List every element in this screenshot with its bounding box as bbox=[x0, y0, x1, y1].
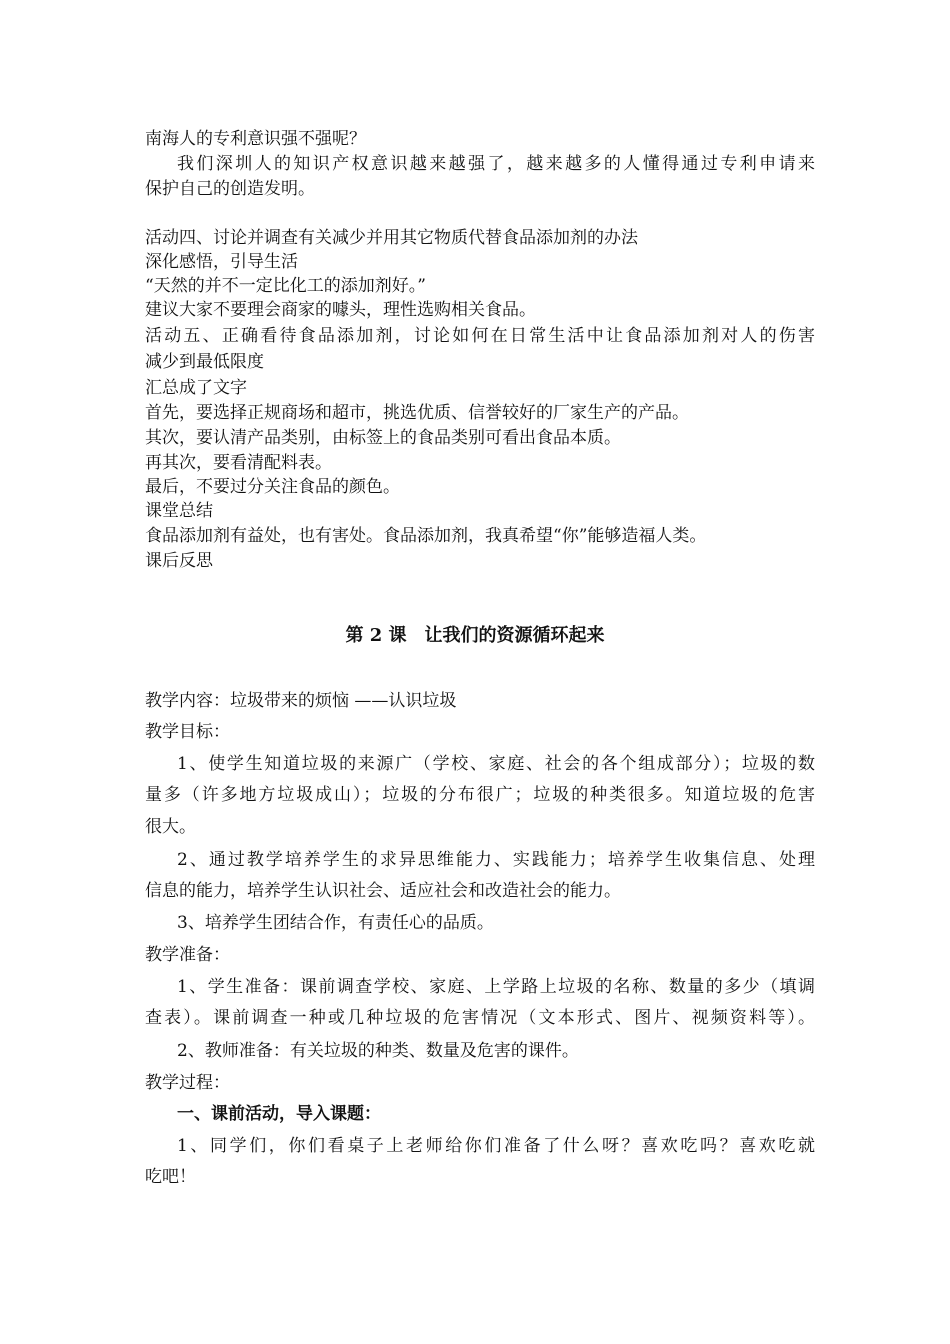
text-line: 课堂总结 bbox=[145, 501, 213, 521]
text-line: 我们深圳人的知识产权意识越来越强了，越来越多的人懂得通过专利申请来 bbox=[177, 154, 815, 174]
text-line: 2、教师准备：有关垃圾的种类、数量及危害的课件。 bbox=[177, 1041, 579, 1061]
text-line: 3、培养学生团结合作，有责任心的品质。 bbox=[177, 913, 494, 933]
lesson-title: 第 2 课 让我们的资源循环起来 bbox=[345, 625, 605, 646]
text-line: 吃吧！ bbox=[145, 1167, 196, 1187]
text-line: 活动四、讨论并调查有关减少并用其它物质代替食品添加剂的办法 bbox=[145, 228, 638, 248]
text-line: 其次，要认清产品类别，由标签上的食品类别可看出食品本质。 bbox=[145, 428, 621, 448]
text-line: 课后反思 bbox=[145, 551, 213, 571]
text-line: 教学准备： bbox=[145, 945, 230, 965]
text-line: 教学目标： bbox=[145, 722, 230, 742]
text-line: 汇总成了文字 bbox=[145, 378, 247, 398]
text-line: “天然的并不一定比化工的添加剂好。” bbox=[145, 276, 426, 296]
text-line: 查表）。课前调查一种或几种垃圾的危害情况（文本形式、图片、视频资料等）。 bbox=[145, 1008, 815, 1028]
text-line: 建议大家不要理会商家的噱头，理性选购相关食品。 bbox=[145, 300, 536, 320]
text-line: 食品添加剂有益处，也有害处。食品添加剂，我真希望“你”能够造福人类。 bbox=[145, 526, 707, 546]
text-line: 1、学生准备：课前调查学校、家庭、上学路上垃圾的名称、数量的多少（填调 bbox=[177, 977, 815, 997]
text-line: 2、通过教学培养学生的求异思维能力、实践能力；培养学生收集信息、处理 bbox=[177, 850, 815, 870]
section-heading: 一、课前活动，导入课题： bbox=[177, 1104, 381, 1124]
text-line: 减少到最低限度 bbox=[145, 352, 264, 372]
text-line: 教学内容：垃圾带来的烦恼 ——认识垃圾 bbox=[145, 691, 457, 711]
text-line: 1、同学们，你们看桌子上老师给你们准备了什么呀？喜欢吃吗？喜欢吃就 bbox=[177, 1136, 815, 1156]
text-line: 1、使学生知道垃圾的来源广（学校、家庭、社会的各个组成部分）；垃圾的数 bbox=[177, 754, 815, 774]
text-line: 再其次，要看清配料表。 bbox=[145, 453, 332, 473]
text-line: 教学过程： bbox=[145, 1073, 230, 1093]
text-line: 很大。 bbox=[145, 817, 196, 837]
text-line: 最后，不要过分关注食品的颜色。 bbox=[145, 477, 400, 497]
text-line: 首先，要选择正规商场和超市，挑选优质、信誉较好的厂家生产的产品。 bbox=[145, 403, 689, 423]
text-line: 保护自己的创造发明。 bbox=[145, 179, 315, 199]
text-line: 活动五、正确看待食品添加剂，讨论如何在日常生活中让食品添加剂对人的伤害 bbox=[145, 326, 815, 346]
text-line: 量多（许多地方垃圾成山）；垃圾的分布很广；垃圾的种类很多。知道垃圾的危害 bbox=[145, 785, 815, 805]
text-line: 信息的能力，培养学生认识社会、适应社会和改造社会的能力。 bbox=[145, 881, 621, 901]
text-line: 深化感悟，引导生活 bbox=[145, 252, 298, 272]
text-line: 南海人的专利意识强不强呢？ bbox=[145, 129, 366, 149]
